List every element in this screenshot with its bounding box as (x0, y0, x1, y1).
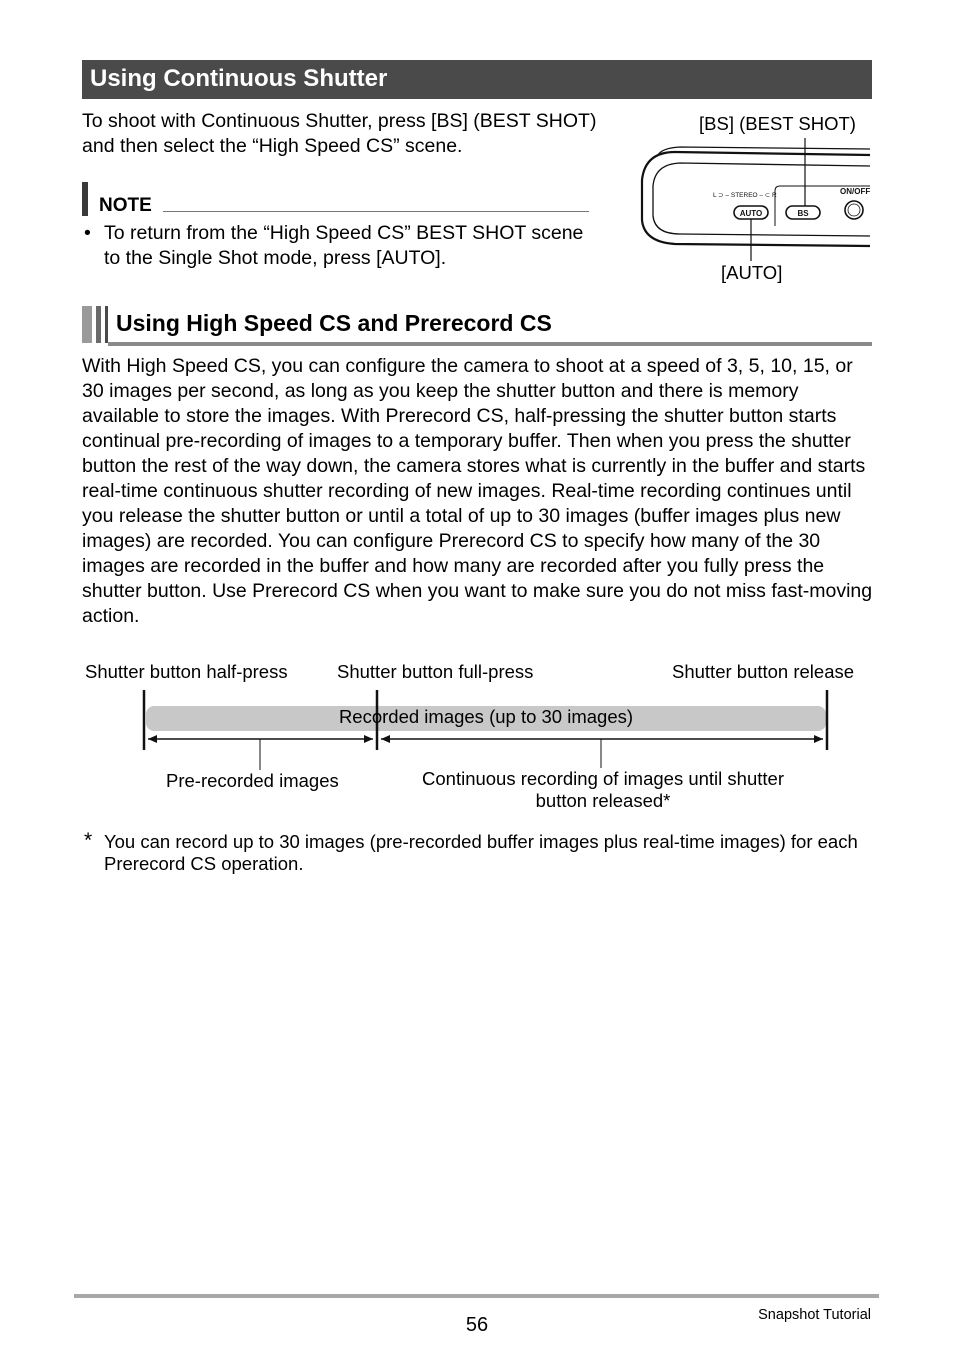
camera-inner-outline (653, 163, 870, 236)
auto-button-label: AUTO (739, 209, 763, 218)
subsection-underline (108, 342, 872, 346)
note-divider (163, 211, 589, 212)
note-bullet: • (84, 222, 91, 244)
auto-callout-label: [AUTO] (721, 262, 783, 283)
recorded-images-label: Recorded images (up to 30 images) (338, 706, 634, 727)
subsection-marker-stripe (96, 306, 101, 343)
half-press-label: Shutter button half-press (85, 661, 288, 682)
page-number: 56 (465, 1314, 489, 1336)
subsection-marker (82, 306, 92, 343)
prerecord-timeline (130, 688, 840, 773)
footnote-marker: * (84, 829, 93, 852)
footnote-text: You can record up to 30 images (pre-recorded buffer images plus real-time images) for each Prerecord CS operation. (104, 831, 858, 874)
onoff-label: ON/OFF (840, 187, 871, 196)
stereo-label: L ⊃ – STEREO – ⊂ R (713, 192, 777, 199)
subsection-marker-stripe-dark (105, 306, 108, 343)
release-label: Shutter button release (672, 661, 855, 682)
body-paragraph: With High Speed CS, you can configure the camera to shoot at a speed of 3, 5, 10, 15, or 30 images per second, as long as you keep the shutter button and there is memory available to store the images. With Prerecord CS, half-pressing the shutter button starts continual pre-recording of images to a temporary buffer. Then when you press the shutter button the rest of the way down, the camera stores what is currently in the buffer and starts real-time continuous shutter recording of new images. Real-time recording continues until you release the shutter button or until a total of up to 30 images (buffer images plus new images) are recorded. You can configure Prerecord CS to specify how many of the 30 images are recorded in the buffer and how many are recorded after you fully press the shutter button. Use Prerecord CS when you want to make sure you do not miss fast-moving action. (82, 355, 873, 627)
note-marker (82, 182, 88, 216)
full-press-label: Shutter button full-press (337, 661, 534, 682)
prerecorded-label: Pre-recorded images (166, 770, 339, 791)
camera-top-illustration (600, 108, 890, 293)
intro-paragraph: To shoot with Continuous Shutter, press [BS] (BEST SHOT) and then select the “High Speed CS” scene. (82, 110, 597, 157)
bs-button-label: BS (797, 209, 809, 218)
chapter-title: Snapshot Tutorial (758, 1307, 871, 1323)
note-label: NOTE (99, 195, 152, 216)
subsection-title: Using High Speed CS and Prerecord CS (116, 310, 552, 336)
continuous-label: Continuous recording of images until shutter button released* (422, 768, 784, 811)
footer-rule (74, 1294, 879, 1298)
note-text: To return from the “High Speed CS” BEST SHOT scene to the Single Shot mode, press [AUTO]. (104, 222, 584, 269)
bs-callout-label: [BS] (BEST SHOT) (699, 113, 856, 134)
section-title: Using Continuous Shutter (82, 60, 872, 99)
